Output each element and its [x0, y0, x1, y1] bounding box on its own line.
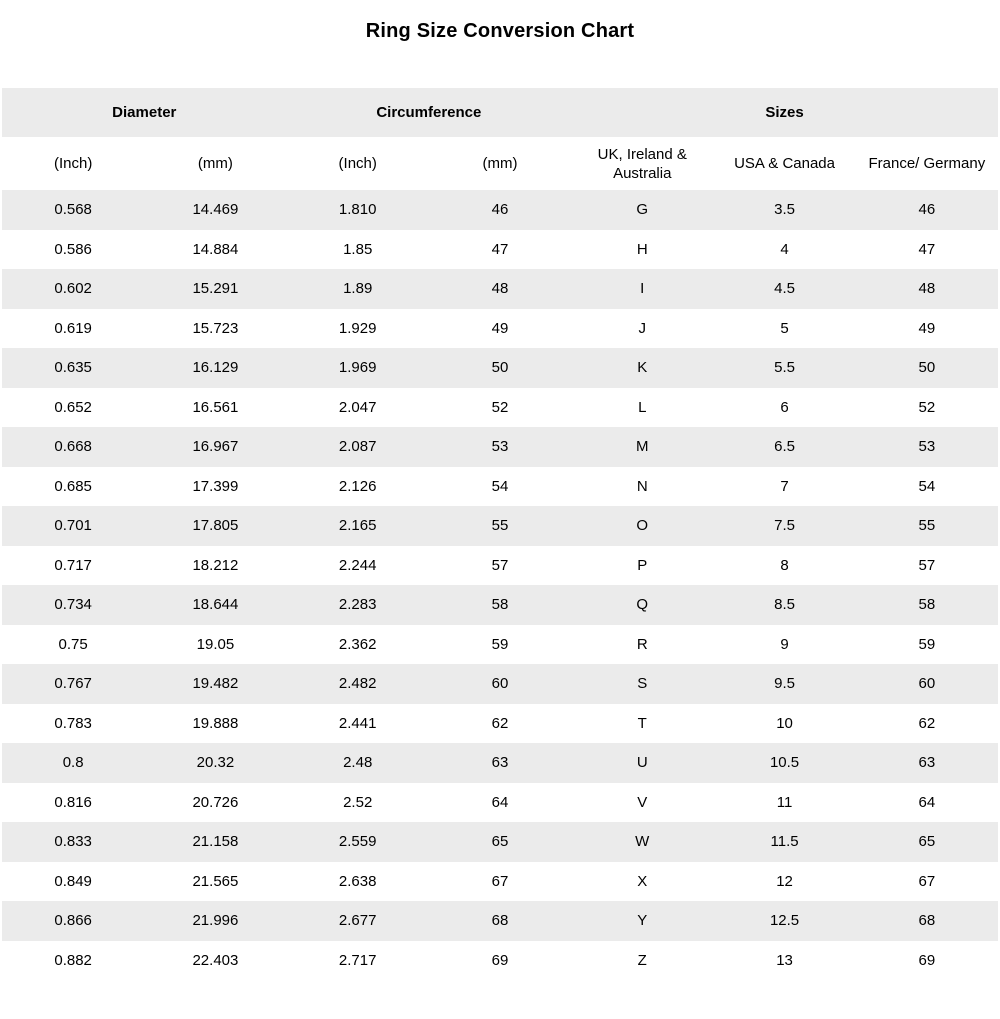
table-cell: 1.929 [287, 309, 429, 349]
table-cell: 50 [856, 348, 998, 388]
table-cell: 9.5 [713, 664, 855, 704]
table-cell: 0.849 [2, 862, 144, 902]
table-cell: 2.087 [287, 427, 429, 467]
table-cell: 4 [713, 230, 855, 270]
table-cell: M [571, 427, 713, 467]
table-cell: 62 [429, 704, 571, 744]
table-row [2, 743, 998, 783]
table-cell: 0.734 [2, 585, 144, 625]
table-cell: 11 [713, 783, 855, 823]
table-cell: 14.884 [144, 230, 286, 270]
table-row [2, 901, 998, 941]
table-cell: 18.212 [144, 546, 286, 586]
table-cell: 2.047 [287, 388, 429, 428]
column-header-circumference-inch: (Inch) [287, 137, 429, 190]
table-cell: 49 [856, 309, 998, 349]
table-cell: 54 [429, 467, 571, 507]
table-cell: 1.89 [287, 269, 429, 309]
table-cell: 57 [429, 546, 571, 586]
table-cell: 18.644 [144, 585, 286, 625]
table-cell: 68 [856, 901, 998, 941]
table-row [2, 467, 998, 507]
table-body [2, 190, 998, 980]
table-cell: 21.158 [144, 822, 286, 862]
table-cell: J [571, 309, 713, 349]
table-cell: 0.833 [2, 822, 144, 862]
table-cell: 0.619 [2, 309, 144, 349]
table-cell: 47 [429, 230, 571, 270]
table-cell: 2.48 [287, 743, 429, 783]
table-cell: 67 [856, 862, 998, 902]
table-cell: 69 [429, 941, 571, 981]
table-cell: K [571, 348, 713, 388]
table-cell: 2.717 [287, 941, 429, 981]
table-cell: 0.882 [2, 941, 144, 981]
table-cell: 53 [856, 427, 998, 467]
table-cell: 1.810 [287, 190, 429, 230]
table-cell: 60 [856, 664, 998, 704]
table-cell: 46 [429, 190, 571, 230]
table-cell: 5 [713, 309, 855, 349]
table-cell: 0.767 [2, 664, 144, 704]
table-cell: 8.5 [713, 585, 855, 625]
table-cell: 46 [856, 190, 998, 230]
table-cell: 21.996 [144, 901, 286, 941]
table-cell: 19.05 [144, 625, 286, 665]
column-header-diameter-inch: (Inch) [2, 137, 144, 190]
column-header-usa-canada: USA & Canada [713, 137, 855, 190]
table-cell: Q [571, 585, 713, 625]
table-row [2, 388, 998, 428]
table-row [2, 664, 998, 704]
table-cell: 2.244 [287, 546, 429, 586]
table-row [2, 941, 998, 981]
table-cell: 0.8 [2, 743, 144, 783]
ring-size-conversion-table [2, 88, 998, 980]
table-cell: N [571, 467, 713, 507]
table-cell: 2.441 [287, 704, 429, 744]
table-row [2, 230, 998, 270]
table-cell: 2.677 [287, 901, 429, 941]
column-header-uk-ireland-australia [571, 137, 713, 190]
table-cell: U [571, 743, 713, 783]
table-cell: 0.635 [2, 348, 144, 388]
table-cell: L [571, 388, 713, 428]
table-cell: R [571, 625, 713, 665]
table-cell: 20.32 [144, 743, 286, 783]
table-cell: 21.565 [144, 862, 286, 902]
group-header-circumference: Circumference [287, 88, 572, 137]
table-cell: 65 [856, 822, 998, 862]
table-cell: 0.75 [2, 625, 144, 665]
table-cell: 58 [856, 585, 998, 625]
table-row [2, 862, 998, 902]
table-cell: 0.701 [2, 506, 144, 546]
table-cell: 55 [429, 506, 571, 546]
table-cell: 16.561 [144, 388, 286, 428]
table-cell: 2.559 [287, 822, 429, 862]
table-cell: 2.283 [287, 585, 429, 625]
table-cell: 2.482 [287, 664, 429, 704]
table-cell: 59 [429, 625, 571, 665]
table-cell: 15.723 [144, 309, 286, 349]
table-cell: 4.5 [713, 269, 855, 309]
table-cell: 14.469 [144, 190, 286, 230]
table-header [2, 88, 998, 190]
column-header-circumference-mm: (mm) [429, 137, 571, 190]
table-cell: 0.717 [2, 546, 144, 586]
table-row [2, 783, 998, 823]
table-cell: 57 [856, 546, 998, 586]
table-cell: S [571, 664, 713, 704]
table-cell: 67 [429, 862, 571, 902]
table-cell: 0.668 [2, 427, 144, 467]
table-cell: 1.969 [287, 348, 429, 388]
table-row [2, 269, 998, 309]
table-cell: 6 [713, 388, 855, 428]
column-header-row [2, 137, 998, 190]
table-row [2, 704, 998, 744]
table-cell: 22.403 [144, 941, 286, 981]
table-row [2, 506, 998, 546]
table-cell: 58 [429, 585, 571, 625]
table-row [2, 585, 998, 625]
table-cell: 8 [713, 546, 855, 586]
table-cell: 60 [429, 664, 571, 704]
table-cell: 16.129 [144, 348, 286, 388]
column-header-diameter-mm: (mm) [144, 137, 286, 190]
table-cell: 48 [856, 269, 998, 309]
table-cell: 65 [429, 822, 571, 862]
table-cell: 0.652 [2, 388, 144, 428]
table-cell: 0.816 [2, 783, 144, 823]
table-cell: 64 [856, 783, 998, 823]
table-cell: 2.52 [287, 783, 429, 823]
table-cell: 0.586 [2, 230, 144, 270]
table-cell: 11.5 [713, 822, 855, 862]
table-cell: 0.685 [2, 467, 144, 507]
table-cell: 55 [856, 506, 998, 546]
table-cell: 63 [429, 743, 571, 783]
table-cell: 7 [713, 467, 855, 507]
table-cell: 17.805 [144, 506, 286, 546]
table-cell: 69 [856, 941, 998, 981]
table-cell: 53 [429, 427, 571, 467]
table-cell: 9 [713, 625, 855, 665]
table-cell: 0.568 [2, 190, 144, 230]
table-cell: 7.5 [713, 506, 855, 546]
table-cell: Z [571, 941, 713, 981]
table-cell: 0.602 [2, 269, 144, 309]
table-cell: G [571, 190, 713, 230]
column-header-uk-ireland-australia-label: UK, Ireland & Australia [597, 145, 687, 182]
table-cell: 54 [856, 467, 998, 507]
page-title: Ring Size Conversion Chart [365, 20, 635, 42]
table-cell: 59 [856, 625, 998, 665]
table-cell: 64 [429, 783, 571, 823]
table-cell: 68 [429, 901, 571, 941]
table-cell: 2.638 [287, 862, 429, 902]
table-cell: Y [571, 901, 713, 941]
table-cell: P [571, 546, 713, 586]
table-cell: 52 [856, 388, 998, 428]
table-cell: 0.783 [2, 704, 144, 744]
table-cell: 19.482 [144, 664, 286, 704]
table-cell: 3.5 [713, 190, 855, 230]
table-cell: X [571, 862, 713, 902]
table-cell: 63 [856, 743, 998, 783]
table-cell: I [571, 269, 713, 309]
table-cell: V [571, 783, 713, 823]
table-cell: 20.726 [144, 783, 286, 823]
table-cell: 10 [713, 704, 855, 744]
table-cell: 2.165 [287, 506, 429, 546]
table-row [2, 348, 998, 388]
table-cell: 13 [713, 941, 855, 981]
table-row [2, 427, 998, 467]
table-row [2, 822, 998, 862]
table-row [2, 190, 998, 230]
table-cell: 2.362 [287, 625, 429, 665]
column-header-france-germany: France/ Germany [856, 137, 998, 190]
table-cell: 62 [856, 704, 998, 744]
table-cell: 17.399 [144, 467, 286, 507]
table-cell: 50 [429, 348, 571, 388]
table-cell: 52 [429, 388, 571, 428]
table-cell: 15.291 [144, 269, 286, 309]
table-cell: 12.5 [713, 901, 855, 941]
table-cell: 6.5 [713, 427, 855, 467]
table-cell: H [571, 230, 713, 270]
table-row [2, 546, 998, 586]
table-cell: 10.5 [713, 743, 855, 783]
table-cell: 1.85 [287, 230, 429, 270]
table-cell: W [571, 822, 713, 862]
table-cell: 5.5 [713, 348, 855, 388]
table-cell: 49 [429, 309, 571, 349]
table-cell: 48 [429, 269, 571, 309]
table-cell: 47 [856, 230, 998, 270]
table-cell: 16.967 [144, 427, 286, 467]
table-cell: 0.866 [2, 901, 144, 941]
table-cell: O [571, 506, 713, 546]
group-header-diameter: Diameter [2, 88, 287, 137]
table-cell: T [571, 704, 713, 744]
group-header-sizes: Sizes [571, 88, 998, 137]
table-cell: 19.888 [144, 704, 286, 744]
table-cell: 2.126 [287, 467, 429, 507]
table-row [2, 309, 998, 349]
table-cell: 12 [713, 862, 855, 902]
group-header-row [2, 88, 998, 137]
table-row [2, 625, 998, 665]
